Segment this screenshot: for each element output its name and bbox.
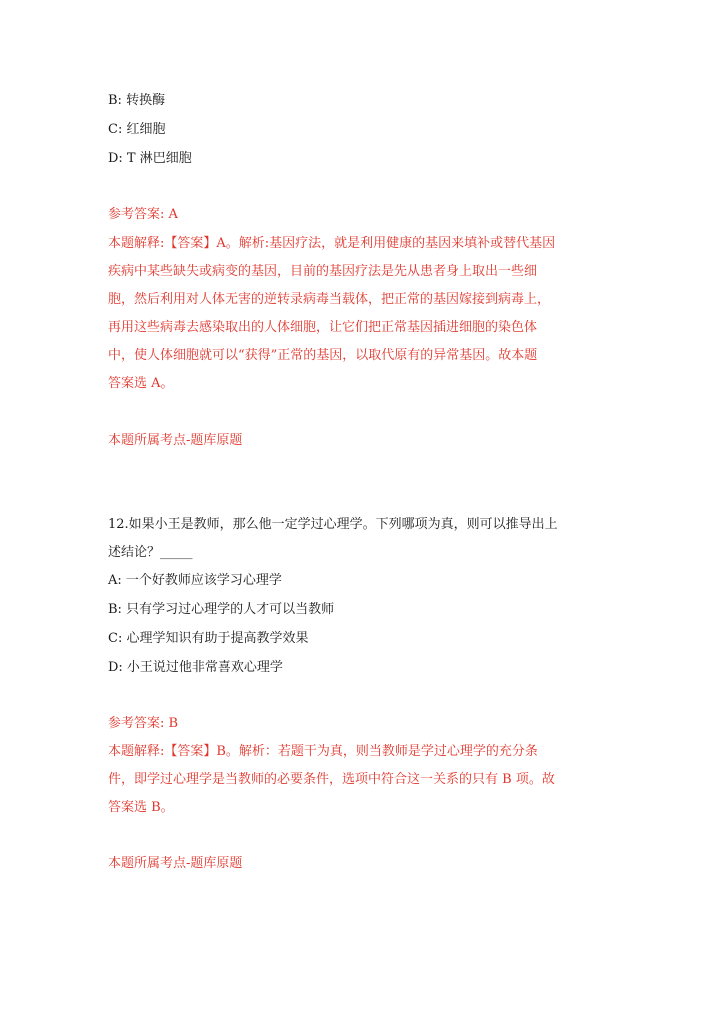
q11-explanation-line: 再用这些病毒去感染取出的人体细胞，让它们把正常基因插进细胞的染色体 (108, 320, 538, 335)
q12-option-a: A: 一个好教师应该学习心理学 (108, 573, 282, 588)
q12-question-line: 12.如果小王是教师，那么他一定学过心理学。下列哪项为真，则可以推导出上 (108, 517, 558, 532)
q11-source: 本题所属考点-题库原题 (108, 433, 243, 448)
q11-option-d: D: T 淋巴细胞 (108, 151, 192, 166)
q12-option-c: C: 心理学知识有助于提高教学效果 (108, 631, 309, 646)
q11-option-c: C: 红细胞 (108, 122, 166, 137)
q12-option-b: B: 只有学习过心理学的人才可以当教师 (108, 602, 335, 617)
q11-explanation-line: 疾病中某些缺失或病变的基因，目前的基因疗法是先从患者身上取出一些细 (108, 264, 538, 279)
q12-answer: 参考答案: B (108, 716, 179, 731)
q12-explanation-line: 本题解释:【答案】B。解析：若题干为真，则当教师是学过心理学的充分条 (108, 744, 538, 759)
q11-option-b: B: 转换酶 (108, 93, 166, 108)
q12-question-line: 述结论？_____ (108, 545, 193, 560)
q12-source: 本题所属考点-题库原题 (108, 856, 243, 871)
q11-explanation-line: 中，使人体细胞就可以“获得”正常的基因，以取代原有的异常基因。故本题 (108, 348, 538, 363)
q12-explanation-line: 件，即学过心理学是当教师的必要条件，选项中符合这一关系的只有 B 项。故 (108, 772, 555, 787)
q12-option-d: D: 小王说过他非常喜欢心理学 (108, 660, 283, 675)
q11-explanation-line: 本题解释:【答案】A。解析:基因疗法，就是利用健康的基因来填补或替代基因 (108, 236, 556, 251)
q11-answer: 参考答案: A (108, 207, 178, 222)
q11-explanation-line: 胞，然后利用对人体无害的逆转录病毒当载体，把正常的基因嫁接到病毒上， (108, 292, 551, 307)
q12-explanation-line: 答案选 B。 (108, 800, 174, 815)
q11-explanation-line: 答案选 A。 (108, 376, 174, 391)
